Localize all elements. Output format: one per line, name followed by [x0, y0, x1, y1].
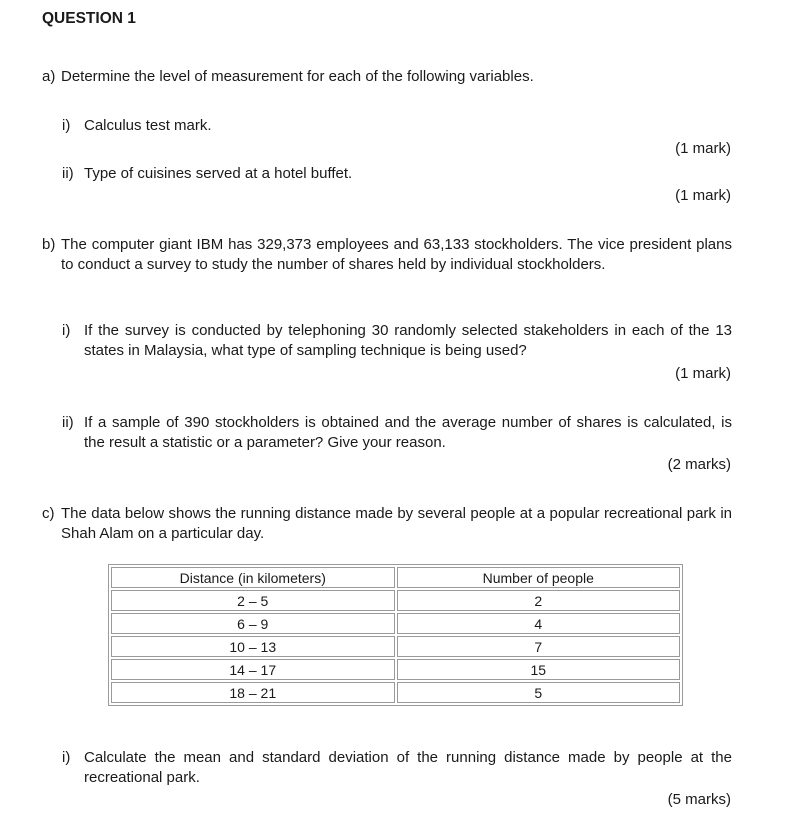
part-c-prompt: [42, 504, 732, 543]
part-b-item-i-label: i): [62, 322, 71, 339]
table-row: [111, 636, 680, 657]
table-cell-people: 5: [397, 682, 681, 703]
table-header-distance: Distance (in kilometers): [111, 567, 395, 588]
part-b-item-ii: [62, 413, 732, 452]
part-b-item-ii-marks: (2 marks): [667, 456, 731, 473]
part-b-item-i-marks: (1 mark): [675, 365, 731, 382]
part-b-item-ii-text: If a sample of 390 stockholders is obtained and the average number of shares is calculated, is the result a statistic or a parameter? Give your reason.: [84, 414, 732, 451]
question-title: QUESTION 1: [42, 10, 136, 27]
table-cell-distance: 2 – 5: [111, 590, 395, 611]
distance-table: [108, 564, 683, 706]
table-header-row: [111, 567, 680, 588]
part-c-item-i: [62, 748, 732, 787]
part-b-text: The computer giant IBM has 329,373 employees and 63,133 stockholders. The vice president plans to conduct a survey to study the number of shares held by individual stockholders.: [61, 236, 732, 273]
part-a-text: Determine the level of measurement for each of the following variables.: [61, 68, 534, 85]
table-row: [111, 590, 680, 611]
part-b-item-i-text: If the survey is conducted by telephoning 30 randomly selected stakeholders in each of the 13 states in Malaysia, what type of sampling technique is being used?: [84, 322, 732, 359]
part-c-item-i-label: i): [62, 749, 71, 766]
part-c-text: The data below shows the running distance made by several people at a popular recreational park in Shah Alam on a particular day.: [61, 505, 732, 542]
table-row: [111, 613, 680, 634]
part-a-item-i-text: Calculus test mark.: [84, 117, 212, 134]
part-c-item-i-text: Calculate the mean and standard deviation of the running distance made by people at the recreational park.: [84, 749, 732, 786]
part-c-label: c): [42, 505, 55, 522]
table-header-people: Number of people: [397, 567, 681, 588]
part-b-item-i: [62, 321, 732, 360]
part-a-item-i-label: i): [62, 117, 71, 134]
part-a-item-i: [62, 116, 732, 136]
table-cell-distance: 14 – 17: [111, 659, 395, 680]
part-a-prompt: [42, 67, 732, 87]
part-b-item-ii-label: ii): [62, 414, 74, 431]
table-row: [111, 659, 680, 680]
part-a-item-ii-marks: (1 mark): [675, 187, 731, 204]
table-row: [111, 682, 680, 703]
part-a-label: a): [42, 68, 56, 85]
part-b-label: b): [42, 236, 56, 253]
table-cell-distance: 18 – 21: [111, 682, 395, 703]
table-cell-people: 4: [397, 613, 681, 634]
table-cell-people: 15: [397, 659, 681, 680]
part-a-item-ii: [62, 164, 732, 184]
table-cell-people: 7: [397, 636, 681, 657]
part-a-item-ii-text: Type of cuisines served at a hotel buffet.: [84, 165, 353, 182]
part-c-item-i-marks: (5 marks): [667, 791, 731, 808]
table-cell-distance: 10 – 13: [111, 636, 395, 657]
table-cell-people: 2: [397, 590, 681, 611]
part-a-item-ii-label: ii): [62, 165, 74, 182]
part-a-item-i-marks: (1 mark): [675, 140, 731, 157]
table-cell-distance: 6 – 9: [111, 613, 395, 634]
part-b-prompt: [42, 235, 732, 274]
